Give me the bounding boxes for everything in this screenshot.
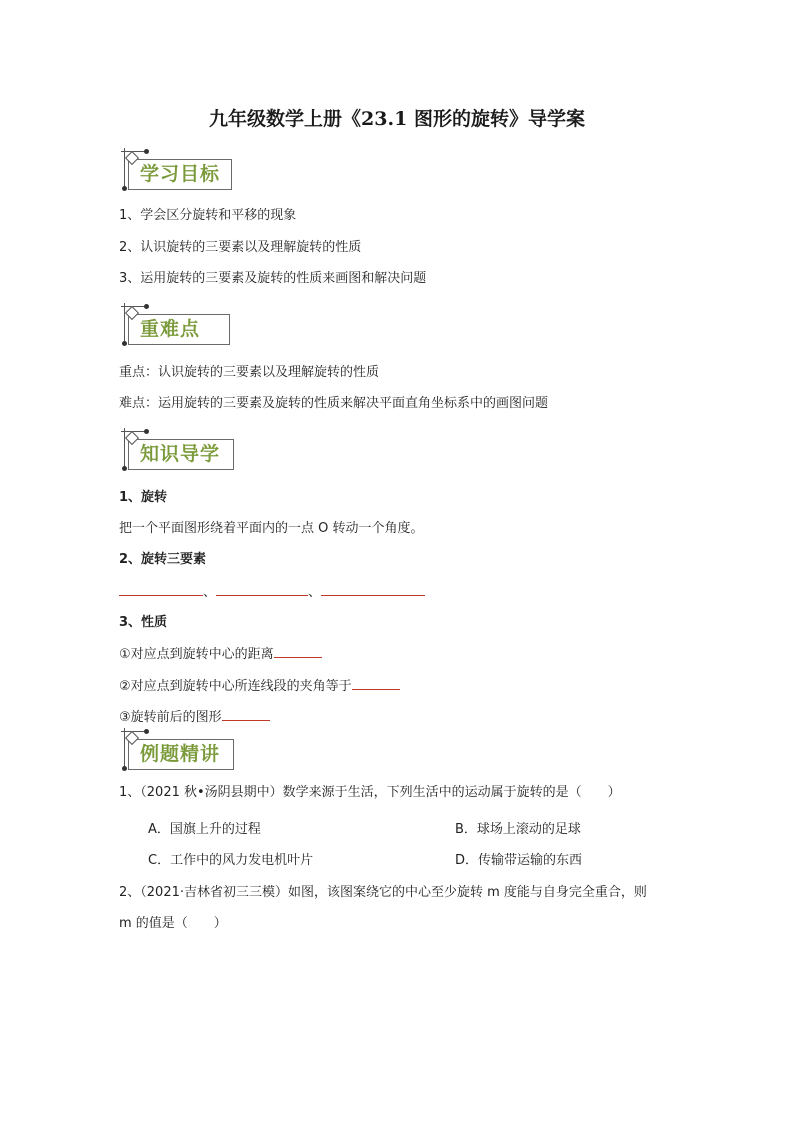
option-c: C．工作中的风力发电机叶片 bbox=[148, 853, 314, 868]
property-item bbox=[119, 645, 322, 664]
three-elements-blanks bbox=[119, 583, 425, 602]
knowledge-heading: 3、性质 bbox=[119, 615, 168, 630]
section-title: 重难点 bbox=[140, 318, 201, 340]
section-title: 例题精讲 bbox=[140, 743, 221, 765]
section-box bbox=[128, 314, 230, 345]
answer-blank[interactable] bbox=[222, 708, 270, 721]
dot-icon bbox=[144, 429, 149, 434]
knowledge-heading: 2、旋转三要素 bbox=[119, 552, 207, 567]
dot-icon bbox=[122, 766, 127, 771]
separator: 、 bbox=[203, 585, 217, 600]
goal-item: 1、学会区分旋转和平移的现象 bbox=[119, 208, 297, 223]
dot-icon bbox=[144, 729, 149, 734]
frame-line bbox=[124, 303, 125, 343]
property-item bbox=[119, 708, 270, 727]
answer-blank[interactable] bbox=[352, 677, 400, 690]
difficult-point: 难点：运用旋转的三要素及旋转的性质来解决平面直角坐标系中的画图问题 bbox=[119, 396, 549, 411]
knowledge-text: 把一个平面图形绕着平面内的一点 O 转动一个角度。 bbox=[119, 521, 424, 536]
section-box bbox=[128, 739, 234, 770]
property-text: ②对应点到旋转中心所连线段的夹角等于 bbox=[119, 679, 352, 694]
section-title: 知识导学 bbox=[140, 443, 221, 465]
answer-blank[interactable] bbox=[119, 583, 203, 596]
question-2-line: m 的值是（ ） bbox=[119, 916, 227, 931]
property-text: ③旋转前后的图形 bbox=[119, 710, 222, 725]
dot-icon bbox=[122, 186, 127, 191]
question-2-line: 2、（2021·吉林省初三三模）如图，该图案绕它的中心至少旋转 m 度能与自身完全重合，则 bbox=[119, 885, 647, 900]
frame-line bbox=[124, 428, 125, 468]
separator: 、 bbox=[308, 585, 322, 600]
key-point: 重点：认识旋转的三要素以及理解旋转的性质 bbox=[119, 365, 380, 380]
section-box bbox=[128, 159, 232, 190]
property-item bbox=[119, 677, 400, 696]
goal-item: 2、认识旋转的三要素以及理解旋转的性质 bbox=[119, 240, 362, 255]
section-header-knowledge bbox=[121, 428, 251, 476]
dot-icon bbox=[122, 466, 127, 471]
frame-line bbox=[124, 728, 125, 768]
section-header-examples bbox=[121, 728, 251, 776]
knowledge-heading: 1、旋转 bbox=[119, 490, 168, 505]
dot-icon bbox=[144, 304, 149, 309]
answer-blank[interactable] bbox=[216, 583, 308, 596]
property-text: ①对应点到旋转中心的距离 bbox=[119, 647, 274, 662]
dot-icon bbox=[144, 149, 149, 154]
dot-icon bbox=[122, 341, 127, 346]
goal-item: 3、运用旋转的三要素及旋转的性质来画图和解决问题 bbox=[119, 271, 427, 286]
answer-blank[interactable] bbox=[274, 645, 322, 658]
option-d: D．传输带运输的东西 bbox=[455, 853, 583, 868]
option-b: B．球场上滚动的足球 bbox=[455, 822, 581, 837]
section-box bbox=[128, 439, 234, 470]
option-a: A．国旗上升的过程 bbox=[148, 822, 261, 837]
section-header-keypoints bbox=[121, 303, 251, 351]
answer-blank[interactable] bbox=[321, 583, 425, 596]
section-header-goals bbox=[121, 148, 251, 196]
frame-line bbox=[124, 148, 125, 188]
question-1: 1、（2021 秋•汤阴县期中）数学来源于生活，下列生活中的运动属于旋转的是（ ） bbox=[119, 785, 621, 800]
section-title: 学习目标 bbox=[140, 163, 221, 185]
page-title: 九年级数学上册《23.1 图形的旋转》导学案 bbox=[209, 108, 585, 130]
